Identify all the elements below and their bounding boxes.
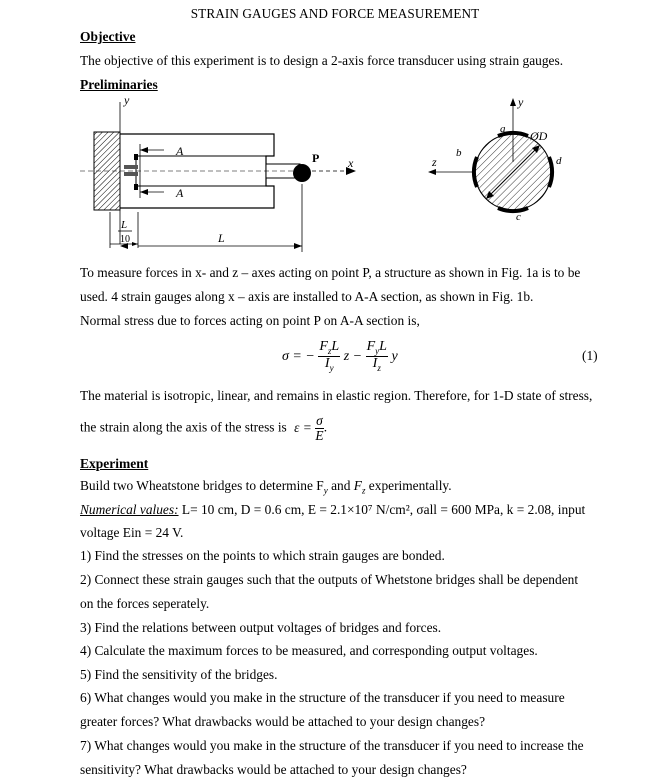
question-6b: greater forces? What drawbacks would be attached to your design changes?: [80, 714, 486, 729]
question-6a: 6) What changes would you make in the structure of the transducer if you need to measure: [80, 690, 565, 705]
stress-equation: [282, 340, 398, 373]
question-1: 1) Find the stresses on the points to which strain gauges are bonded.: [80, 548, 445, 563]
eq-den1: $I_y$: [324, 356, 334, 374]
dim-l-frac-den: 10: [120, 234, 130, 245]
para1-line1: To measure forces in x- and z – axes acting on point P, a structure as shown in Fig. 1a is to be: [80, 265, 581, 280]
y-label: y: [124, 93, 130, 107]
section-a-bottom-label: A: [176, 186, 184, 200]
p-label: P: [312, 151, 320, 165]
question-2b: on the forces seperately.: [80, 596, 210, 611]
objective-heading: Objective: [80, 29, 136, 44]
question-7a: 7) What changes would you make in the structure of the transducer if you need to increase the: [80, 738, 584, 753]
x-label: x: [348, 156, 354, 170]
dim-l-long: L: [218, 231, 225, 245]
y2-label: y: [518, 95, 524, 109]
gauge-d-label: d: [556, 155, 562, 167]
document-title: STRAIN GAUGES AND FORCE MEASUREMENT: [190, 6, 480, 21]
diameter-label: ØD: [530, 129, 548, 143]
numerical-values: Numerical values: L= 10 cm, D = 0.6 cm, E = 2.1×10⁷ N/cm², σall = 600 MPa, k = 2.08, input: [80, 502, 586, 517]
section-a-top-label: A: [176, 144, 184, 158]
question-3: 3) Find the relations between output voltages of bridges and forces.: [80, 620, 442, 635]
eq-lhs: σ = −: [282, 348, 315, 364]
objective-text: The objective of this experiment is to design a 2-axis force transducer using strain gauges.: [80, 53, 564, 68]
eq-num2: $F_yL$: [366, 339, 387, 356]
question-2a: 2) Connect these strain gauges such that the outputs of Whetstone bridges shall be dependent: [80, 572, 579, 587]
eq-num1: $F_zL$: [319, 339, 340, 356]
gauge-b-label: b: [456, 147, 462, 159]
dim-l-frac-num: L: [120, 219, 128, 231]
point-p: [293, 164, 311, 182]
figure-beam-and-section: [80, 92, 580, 254]
preliminaries-heading: Preliminaries: [80, 77, 158, 92]
gauge-c-label: c: [516, 211, 521, 223]
para2-line1: The material is isotropic, linear, and remains in elastic region. Therefore, for 1-D state of stress,: [80, 388, 593, 403]
para1-line2: used. 4 strain gauges along x – axis are installed to A-A section, as shown in Fig. 1b.: [80, 289, 534, 304]
eq-mid: z −: [343, 348, 363, 364]
experiment-heading: Experiment: [80, 456, 149, 471]
z-label: z: [432, 155, 437, 169]
equation-number: (1): [582, 348, 598, 363]
eq-tail: y: [391, 348, 398, 364]
question-7b: sensitivity? What drawbacks would be attached to your design changes?: [80, 762, 467, 777]
question-5: 5) Find the sensitivity of the bridges.: [80, 667, 278, 682]
input-voltage: voltage Ein = 24 V.: [80, 525, 184, 540]
para2-line2: the strain along the axis of the stress is ε = $\frac{\sigma}{E}$ .: [80, 413, 328, 444]
para1-line3: Normal stress due to forces acting on point P on A-A section is,: [80, 313, 420, 328]
question-4: 4) Calculate the maximum forces to be measured, and corresponding output voltages.: [80, 643, 538, 658]
experiment-intro: Build two Wheatstone bridges to determine $F_y$ and $F_z$ experimentally.: [80, 478, 452, 496]
gauge-a-label: a: [500, 123, 506, 135]
eq-den2: $I_z$: [372, 356, 381, 374]
